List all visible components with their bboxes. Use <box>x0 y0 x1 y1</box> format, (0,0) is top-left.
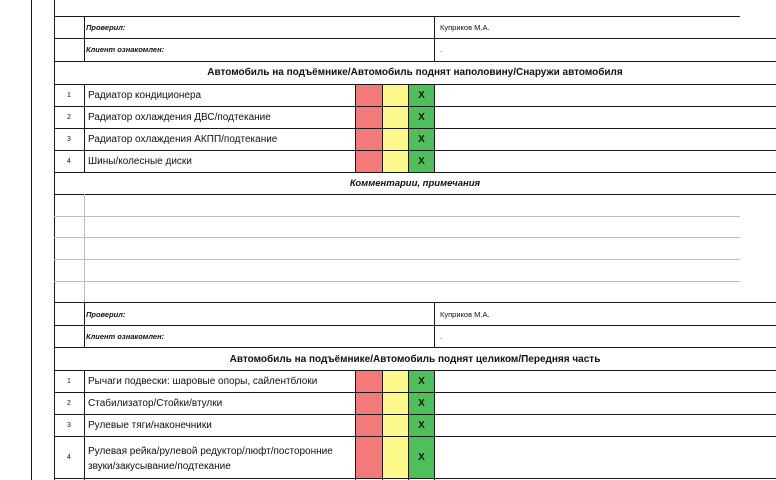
client-signature: . <box>440 332 443 341</box>
checked-by-label: Проверил: <box>86 309 126 319</box>
item-number: 3 <box>67 422 71 429</box>
item-text: Радиатор охлаждения ДВС/подтекание <box>88 112 271 123</box>
item-text: Рычаги подвески: шаровые опоры, сайлентблоки <box>88 376 318 387</box>
item-number: 1 <box>67 92 71 99</box>
table-row <box>54 85 776 106</box>
section-1-title: Автомобиль на подъёмнике/Автомобиль поднят наполовину/Снаружи автомобиля <box>207 67 623 78</box>
item-text: Стабилизатор/Стойки/втулки <box>88 398 223 409</box>
status-red-cell[interactable] <box>356 393 382 414</box>
sign-row-client-1 <box>54 39 776 60</box>
client-label: Клиент ознакомлен: <box>86 332 165 341</box>
table-row <box>54 415 776 436</box>
item-text: Шины/колесные диски <box>88 156 192 167</box>
checked-by-label: Проверил: <box>86 23 126 32</box>
status-green-cell[interactable]: X <box>409 129 434 150</box>
status-red-cell[interactable] <box>356 437 382 478</box>
client-label: Клиент ознакомлен: <box>86 45 165 54</box>
table-row <box>54 437 776 478</box>
status-red-cell[interactable] <box>356 107 382 128</box>
comment-line <box>54 216 740 217</box>
checked-by-name: Куприков М.А. <box>440 309 490 319</box>
comment-line <box>54 237 740 238</box>
sign-row-client-2 <box>54 326 776 347</box>
status-green-cell[interactable]: X <box>409 415 434 436</box>
status-red-cell[interactable] <box>356 151 382 172</box>
table-row <box>54 129 776 150</box>
status-green-cell[interactable]: X <box>409 437 434 478</box>
status-green-cell[interactable]: X <box>409 371 434 392</box>
table-row <box>54 107 776 128</box>
status-yellow-cell[interactable] <box>383 129 408 150</box>
status-green-cell[interactable]: X <box>409 85 434 106</box>
item-text: Радиатор кондиционера <box>88 90 202 101</box>
table-row <box>54 151 776 172</box>
item-number: 4 <box>67 158 71 165</box>
item-number: 4 <box>67 454 71 461</box>
sign-row-checked-1 <box>54 17 776 38</box>
status-green-cell[interactable]: X <box>409 107 434 128</box>
status-yellow-cell[interactable] <box>383 371 408 392</box>
section-2-title: Автомобиль на подъёмнике/Автомобиль поднят целиком/Передняя часть <box>229 353 601 365</box>
status-yellow-cell[interactable] <box>383 85 408 106</box>
item-number: 1 <box>67 378 71 385</box>
item-text: Рулевая рейка/рулевой редуктор/люфт/посторонние звуки/закусывание/подтекание <box>88 445 333 472</box>
section-1-header <box>54 62 776 83</box>
status-yellow-cell[interactable] <box>383 151 408 172</box>
section-2-header <box>54 348 776 370</box>
status-yellow-cell[interactable] <box>383 415 408 436</box>
client-signature: . <box>440 45 443 54</box>
item-number: 3 <box>67 136 71 143</box>
status-green-cell[interactable]: X <box>409 151 434 172</box>
item-number: 2 <box>67 114 71 121</box>
table-row <box>54 393 776 414</box>
comments-header <box>54 173 776 194</box>
status-red-cell[interactable] <box>356 415 382 436</box>
item-text: Радиатор охлаждения АКПП/подтекание <box>88 134 278 145</box>
status-red-cell[interactable] <box>356 129 382 150</box>
item-number: 2 <box>67 400 71 407</box>
comment-line <box>54 259 740 260</box>
status-red-cell[interactable] <box>356 85 382 106</box>
status-yellow-cell[interactable] <box>383 393 408 414</box>
status-yellow-cell[interactable] <box>383 107 408 128</box>
status-green-cell[interactable]: X <box>409 393 434 414</box>
status-yellow-cell[interactable] <box>383 437 408 478</box>
left-border <box>31 0 32 480</box>
comments-title: Комментарии, примечания <box>349 178 481 189</box>
status-red-cell[interactable] <box>356 371 382 392</box>
comment-line <box>54 281 740 282</box>
item-text: Рулевые тяги/наконечники <box>88 420 212 431</box>
sign-row-checked-2 <box>54 303 776 325</box>
checked-by-name: Куприков М.А. <box>440 23 490 32</box>
table-row <box>54 371 776 392</box>
